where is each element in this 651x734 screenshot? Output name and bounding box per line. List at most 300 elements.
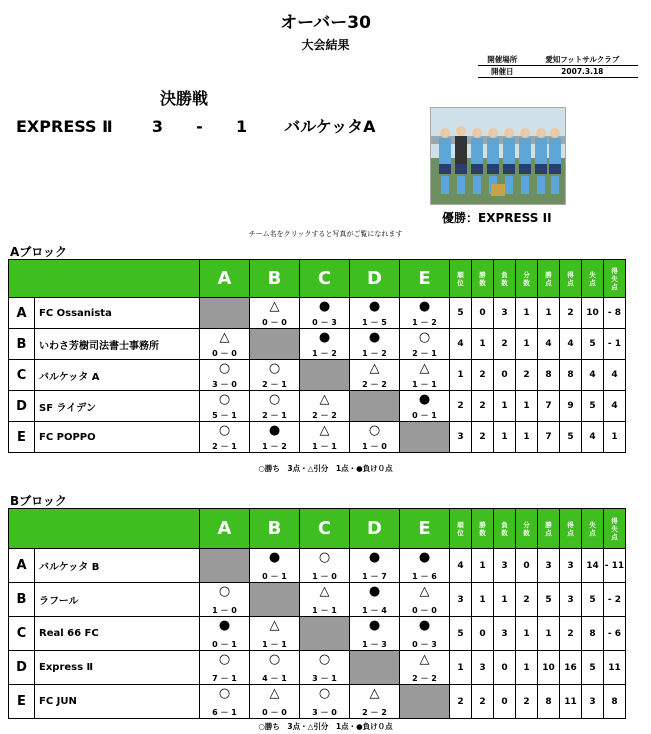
match-score: 2 － 1: [262, 411, 287, 420]
stat-value: 5: [582, 391, 604, 422]
match-score: 1 － 0: [212, 606, 237, 615]
match-score: 3 － 0: [312, 708, 337, 717]
match-result-cell: [250, 391, 300, 422]
row-letter: A: [9, 298, 35, 329]
stat-value: 2: [560, 617, 582, 651]
final-dash: -: [196, 117, 203, 136]
stat-value: - 8: [604, 298, 626, 329]
column-header-c: C: [300, 509, 350, 549]
match-result-cell: [400, 360, 450, 391]
match-result-cell: [400, 329, 450, 360]
stat-header: [582, 509, 604, 549]
table-row: [9, 651, 626, 685]
event-info: [478, 54, 638, 78]
stat-value: 5: [582, 651, 604, 685]
stat-value: 16: [560, 651, 582, 685]
win-circle-icon: ○: [218, 584, 231, 599]
match-result-cell: [300, 298, 350, 329]
stat-value: 8: [604, 685, 626, 719]
column-header-c: C: [300, 260, 350, 298]
match-score: 0 － 0: [262, 318, 287, 327]
table-row: [9, 329, 626, 360]
win-circle-icon: ○: [218, 686, 231, 701]
match-result-cell: [300, 651, 350, 685]
stat-value: 0: [494, 651, 516, 685]
row-letter: A: [9, 549, 35, 583]
stat-value: 3: [538, 549, 560, 583]
loss-dot-icon: ●: [368, 299, 381, 314]
table-row: [9, 617, 626, 651]
block-b-table: [8, 508, 626, 719]
stat-value: 5: [560, 422, 582, 453]
match-result-cell: [250, 422, 300, 453]
final-team2: バルケッタA: [284, 117, 376, 136]
match-score: 0 － 0: [212, 349, 237, 358]
photo-hint: チーム名をクリックすると写真がご覧になれます: [248, 230, 403, 238]
stat-header-text: 失点: [589, 270, 596, 287]
table-row: [9, 391, 626, 422]
stat-value: 4: [560, 329, 582, 360]
loss-dot-icon: ●: [418, 618, 431, 633]
final-team1: EXPRESS Ⅱ: [16, 117, 113, 136]
stat-header: [560, 509, 582, 549]
loss-dot-icon: ●: [268, 550, 281, 565]
match-result-cell: [300, 391, 350, 422]
stat-value: 1: [494, 583, 516, 617]
stat-value: 1: [516, 651, 538, 685]
stat-value: 0: [516, 549, 538, 583]
stat-header-text: 順位: [457, 270, 464, 287]
table-header-row: [9, 260, 626, 298]
loss-dot-icon: ●: [268, 423, 281, 438]
stat-value: 0: [494, 360, 516, 391]
final-match-label: 決勝戦: [160, 89, 209, 108]
draw-triangle-icon: △: [219, 330, 230, 345]
team-name-link[interactable]: SF ライデン: [35, 391, 200, 422]
match-score: 2 － 2: [312, 411, 337, 420]
stat-header: [604, 260, 626, 298]
draw-triangle-icon: △: [269, 686, 280, 701]
stat-value: 1: [494, 422, 516, 453]
match-result-cell: [350, 583, 400, 617]
draw-triangle-icon: △: [319, 584, 330, 599]
team-name-link[interactable]: Express Ⅱ: [35, 651, 200, 685]
match-result-cell: [250, 617, 300, 651]
stat-value: 0: [472, 617, 494, 651]
match-score: 1 － 7: [362, 572, 387, 581]
draw-triangle-icon: △: [419, 652, 430, 667]
stat-value: 8: [538, 685, 560, 719]
win-circle-icon: ○: [368, 423, 381, 438]
match-score: 1 － 0: [312, 572, 337, 581]
match-result-cell: [400, 617, 450, 651]
block-a-title: Aブロック: [10, 245, 68, 259]
match-result-cell: [300, 685, 350, 719]
stat-value: 4: [450, 329, 472, 360]
stat-value: 14: [582, 549, 604, 583]
stat-value: 1: [516, 298, 538, 329]
date-label: 開催日: [478, 66, 527, 78]
stat-value: 1: [450, 651, 472, 685]
match-score: 1 － 0: [362, 442, 387, 451]
stat-value: - 1: [604, 329, 626, 360]
stat-value: 1: [472, 583, 494, 617]
winner-team-photo: [430, 107, 566, 205]
match-score: 0 － 1: [212, 640, 237, 649]
match-score: 1 － 1: [312, 606, 337, 615]
header-blank: [9, 260, 200, 298]
self-match-cell: [300, 617, 350, 651]
draw-triangle-icon: △: [369, 361, 380, 376]
date-value: 2007.3.18: [527, 66, 638, 78]
team-name-link[interactable]: ラフール: [35, 583, 200, 617]
stat-value: 4: [582, 422, 604, 453]
team-name-link[interactable]: FC Ossanista: [35, 298, 200, 329]
loss-dot-icon: ●: [218, 618, 231, 633]
match-score: 1 － 2: [412, 318, 437, 327]
loss-dot-icon: ●: [368, 618, 381, 633]
column-header-b: B: [250, 260, 300, 298]
stat-value: 3: [582, 685, 604, 719]
match-score: 2 － 2: [412, 674, 437, 683]
match-result-cell: [400, 651, 450, 685]
match-result-cell: [250, 549, 300, 583]
win-circle-icon: ○: [218, 652, 231, 667]
stat-value: 8: [582, 617, 604, 651]
stat-header: [516, 509, 538, 549]
self-match-cell: [350, 391, 400, 422]
match-score: 2 － 2: [362, 708, 387, 717]
stat-value: 3: [494, 617, 516, 651]
match-result-cell: [200, 422, 250, 453]
stat-value: 2: [494, 329, 516, 360]
team-name-link[interactable]: Real 66 FC: [35, 617, 200, 651]
stat-value: 2: [450, 391, 472, 422]
match-result-cell: [350, 298, 400, 329]
self-match-cell: [200, 549, 250, 583]
self-match-cell: [250, 583, 300, 617]
self-match-cell: [400, 685, 450, 719]
stat-header: [450, 260, 472, 298]
match-result-cell: [300, 329, 350, 360]
stat-value: 0: [472, 298, 494, 329]
match-result-cell: [400, 583, 450, 617]
block-b-title: Bブロック: [10, 494, 67, 508]
stat-value: 4: [604, 360, 626, 391]
stat-header: [472, 509, 494, 549]
final-score2: 1: [235, 117, 248, 136]
row-letter: C: [9, 360, 35, 391]
stat-value: 1: [450, 360, 472, 391]
self-match-cell: [200, 298, 250, 329]
match-result-cell: [350, 549, 400, 583]
team-photo-image: [431, 108, 566, 205]
stat-value: 2: [560, 298, 582, 329]
match-result-cell: [300, 549, 350, 583]
stat-value: 1: [538, 617, 560, 651]
match-score: 1 － 6: [412, 572, 437, 581]
match-score: 0 － 0: [412, 606, 437, 615]
match-result-cell: [400, 549, 450, 583]
stat-value: 11: [560, 685, 582, 719]
stat-header: [516, 260, 538, 298]
stat-value: 5: [582, 329, 604, 360]
match-score: 5 － 1: [212, 411, 237, 420]
win-circle-icon: ○: [318, 652, 331, 667]
stat-header-text: 得点: [567, 520, 574, 537]
match-score: 2 － 1: [262, 380, 287, 389]
match-result-cell: [200, 651, 250, 685]
win-circle-icon: ○: [318, 550, 331, 565]
stat-value: 2: [516, 685, 538, 719]
stat-value: 4: [450, 549, 472, 583]
match-score: 1 － 2: [362, 349, 387, 358]
match-result-cell: [400, 391, 450, 422]
match-score: 1 － 2: [262, 442, 287, 451]
match-score: 2 － 2: [362, 380, 387, 389]
stat-header: [538, 509, 560, 549]
stat-value: 2: [472, 422, 494, 453]
team-name-link[interactable]: いわさ芳樹司法書士事務所: [35, 329, 200, 360]
loss-dot-icon: ●: [318, 299, 331, 314]
team-name-link[interactable]: バルケッタ A: [35, 360, 200, 391]
stat-value: 7: [538, 391, 560, 422]
self-match-cell: [350, 651, 400, 685]
column-header-a: A: [200, 260, 250, 298]
column-header-d: D: [350, 509, 400, 549]
stat-header: [450, 509, 472, 549]
loss-dot-icon: ●: [318, 330, 331, 345]
win-circle-icon: ○: [318, 686, 331, 701]
stat-value: 4: [604, 391, 626, 422]
match-result-cell: [300, 583, 350, 617]
stat-value: 0: [494, 685, 516, 719]
win-circle-icon: ○: [418, 330, 431, 345]
stat-value: 1: [494, 391, 516, 422]
table-row: [9, 298, 626, 329]
loss-dot-icon: ●: [368, 550, 381, 565]
row-letter: C: [9, 617, 35, 651]
row-letter: B: [9, 329, 35, 360]
match-score: 0 － 1: [412, 411, 437, 420]
stat-value: 4: [582, 360, 604, 391]
match-score: 0 － 1: [262, 572, 287, 581]
match-score: 0 － 3: [412, 640, 437, 649]
win-circle-icon: ○: [268, 392, 281, 407]
venue-value: 愛知フットサルクラブ: [527, 54, 638, 66]
loss-dot-icon: ●: [418, 550, 431, 565]
stat-header: [472, 260, 494, 298]
stat-value: 2: [516, 583, 538, 617]
stat-header-text: 負数: [501, 520, 508, 537]
table-row: [9, 685, 626, 719]
stat-value: 7: [538, 422, 560, 453]
team-name-link[interactable]: バルケッタ B: [35, 549, 200, 583]
final-score1: 3: [151, 117, 163, 136]
stat-header-text: 勝数: [479, 270, 486, 287]
team-name-link[interactable]: FC JUN: [35, 685, 200, 719]
loss-dot-icon: ●: [368, 584, 381, 599]
stat-value: 8: [560, 360, 582, 391]
draw-triangle-icon: △: [269, 618, 280, 633]
match-result-cell: [300, 422, 350, 453]
stat-value: 2: [472, 685, 494, 719]
loss-dot-icon: ●: [368, 330, 381, 345]
stat-value: 5: [450, 617, 472, 651]
stat-header-text: 分数: [523, 520, 530, 537]
stat-value: 2: [516, 360, 538, 391]
self-match-cell: [300, 360, 350, 391]
stat-value: 2: [450, 685, 472, 719]
match-score: 1 － 5: [362, 318, 387, 327]
stat-value: - 11: [604, 549, 626, 583]
win-circle-icon: ○: [218, 423, 231, 438]
stat-header: [582, 260, 604, 298]
match-score: 7 － 1: [212, 674, 237, 683]
block-a-table: [8, 259, 626, 453]
venue-label: 開催場所: [478, 54, 527, 66]
win-circle-icon: ○: [268, 361, 281, 376]
match-score: 2 － 1: [412, 349, 437, 358]
draw-triangle-icon: △: [269, 299, 280, 314]
match-result-cell: [350, 422, 400, 453]
match-result-cell: [250, 651, 300, 685]
stat-value: 10: [582, 298, 604, 329]
stat-value: - 6: [604, 617, 626, 651]
match-result-cell: [350, 617, 400, 651]
stat-value: 3: [494, 549, 516, 583]
stat-header: [560, 260, 582, 298]
stat-header-text: 得失点: [611, 266, 618, 291]
stat-header-text: 順位: [457, 520, 464, 537]
match-result-cell: [200, 685, 250, 719]
match-result-cell: [350, 360, 400, 391]
match-score: 1 － 4: [362, 606, 387, 615]
stat-value: 4: [538, 329, 560, 360]
match-score: 3 － 1: [312, 674, 337, 683]
stat-value: 2: [472, 360, 494, 391]
stat-value: 1: [516, 329, 538, 360]
stat-header-text: 勝数: [479, 520, 486, 537]
match-result-cell: [250, 298, 300, 329]
stat-header: [538, 260, 560, 298]
stat-value: 1: [472, 549, 494, 583]
loss-dot-icon: ●: [418, 392, 431, 407]
stat-value: 11: [604, 651, 626, 685]
table-row: [9, 360, 626, 391]
stat-value: 1: [538, 298, 560, 329]
match-score: 1 － 3: [362, 640, 387, 649]
row-letter: D: [9, 391, 35, 422]
match-score: 1 － 1: [312, 442, 337, 451]
table-header-row: [9, 509, 626, 549]
draw-triangle-icon: △: [419, 584, 430, 599]
match-score: 1 － 1: [412, 380, 437, 389]
block-b-legend: ○勝ち 3点・△引分 1点・●負け０点: [258, 722, 393, 731]
stat-value: 3: [560, 583, 582, 617]
stat-value: 5: [582, 583, 604, 617]
match-score: 1 － 2: [312, 349, 337, 358]
match-score: 3 － 0: [212, 380, 237, 389]
stat-header-text: 失点: [589, 520, 596, 537]
table-row: [9, 422, 626, 453]
stat-header: [604, 509, 626, 549]
column-header-d: D: [350, 260, 400, 298]
match-score: 1 － 1: [262, 640, 287, 649]
stat-header-text: 勝点: [545, 520, 552, 537]
stat-value: 1: [604, 422, 626, 453]
stat-header-text: 負数: [501, 270, 508, 287]
draw-triangle-icon: △: [369, 686, 380, 701]
self-match-cell: [400, 422, 450, 453]
match-result-cell: [350, 329, 400, 360]
column-header-a: A: [200, 509, 250, 549]
block-a-legend: ○勝ち 3点・△引分 1点・●負け０点: [258, 464, 393, 473]
match-score: 0 － 0: [262, 708, 287, 717]
draw-triangle-icon: △: [319, 423, 330, 438]
match-result-cell: [200, 360, 250, 391]
win-circle-icon: ○: [218, 392, 231, 407]
match-score: 0 － 3: [312, 318, 337, 327]
match-result-cell: [200, 391, 250, 422]
stat-value: 2: [472, 391, 494, 422]
column-header-e: E: [400, 509, 450, 549]
match-result-cell: [250, 685, 300, 719]
match-result-cell: [200, 583, 250, 617]
header-blank: [9, 509, 200, 549]
stat-header-text: 得点: [567, 270, 574, 287]
stat-value: 1: [516, 391, 538, 422]
winner-caption: 優勝：EXPRESS II: [442, 211, 552, 225]
draw-triangle-icon: △: [319, 392, 330, 407]
stat-value: 10: [538, 651, 560, 685]
page-subtitle: 大会結果: [301, 38, 350, 52]
stat-value: 1: [472, 329, 494, 360]
row-letter: E: [9, 685, 35, 719]
match-score: 2 － 1: [212, 442, 237, 451]
loss-dot-icon: ●: [418, 299, 431, 314]
stat-header: [494, 260, 516, 298]
row-letter: E: [9, 422, 35, 453]
table-row: [9, 583, 626, 617]
column-header-e: E: [400, 260, 450, 298]
self-match-cell: [250, 329, 300, 360]
match-result-cell: [250, 360, 300, 391]
column-header-b: B: [250, 509, 300, 549]
match-result-cell: [400, 298, 450, 329]
match-score: 4 － 1: [262, 674, 287, 683]
stat-value: - 2: [604, 583, 626, 617]
stat-value: 3: [450, 422, 472, 453]
stat-header-text: 分数: [523, 270, 530, 287]
row-letter: B: [9, 583, 35, 617]
stat-value: 9: [560, 391, 582, 422]
stat-value: 3: [494, 298, 516, 329]
stat-value: 3: [472, 651, 494, 685]
team-name-link[interactable]: FC POPPO: [35, 422, 200, 453]
stat-value: 3: [560, 549, 582, 583]
match-score: 6 － 1: [212, 708, 237, 717]
stat-value: 1: [516, 422, 538, 453]
row-letter: D: [9, 651, 35, 685]
page-title: オーバー30: [280, 13, 371, 33]
match-result-cell: [200, 617, 250, 651]
win-circle-icon: ○: [218, 361, 231, 376]
stat-header-text: 勝点: [545, 270, 552, 287]
draw-triangle-icon: △: [419, 361, 430, 376]
win-circle-icon: ○: [268, 652, 281, 667]
stat-value: 5: [450, 298, 472, 329]
